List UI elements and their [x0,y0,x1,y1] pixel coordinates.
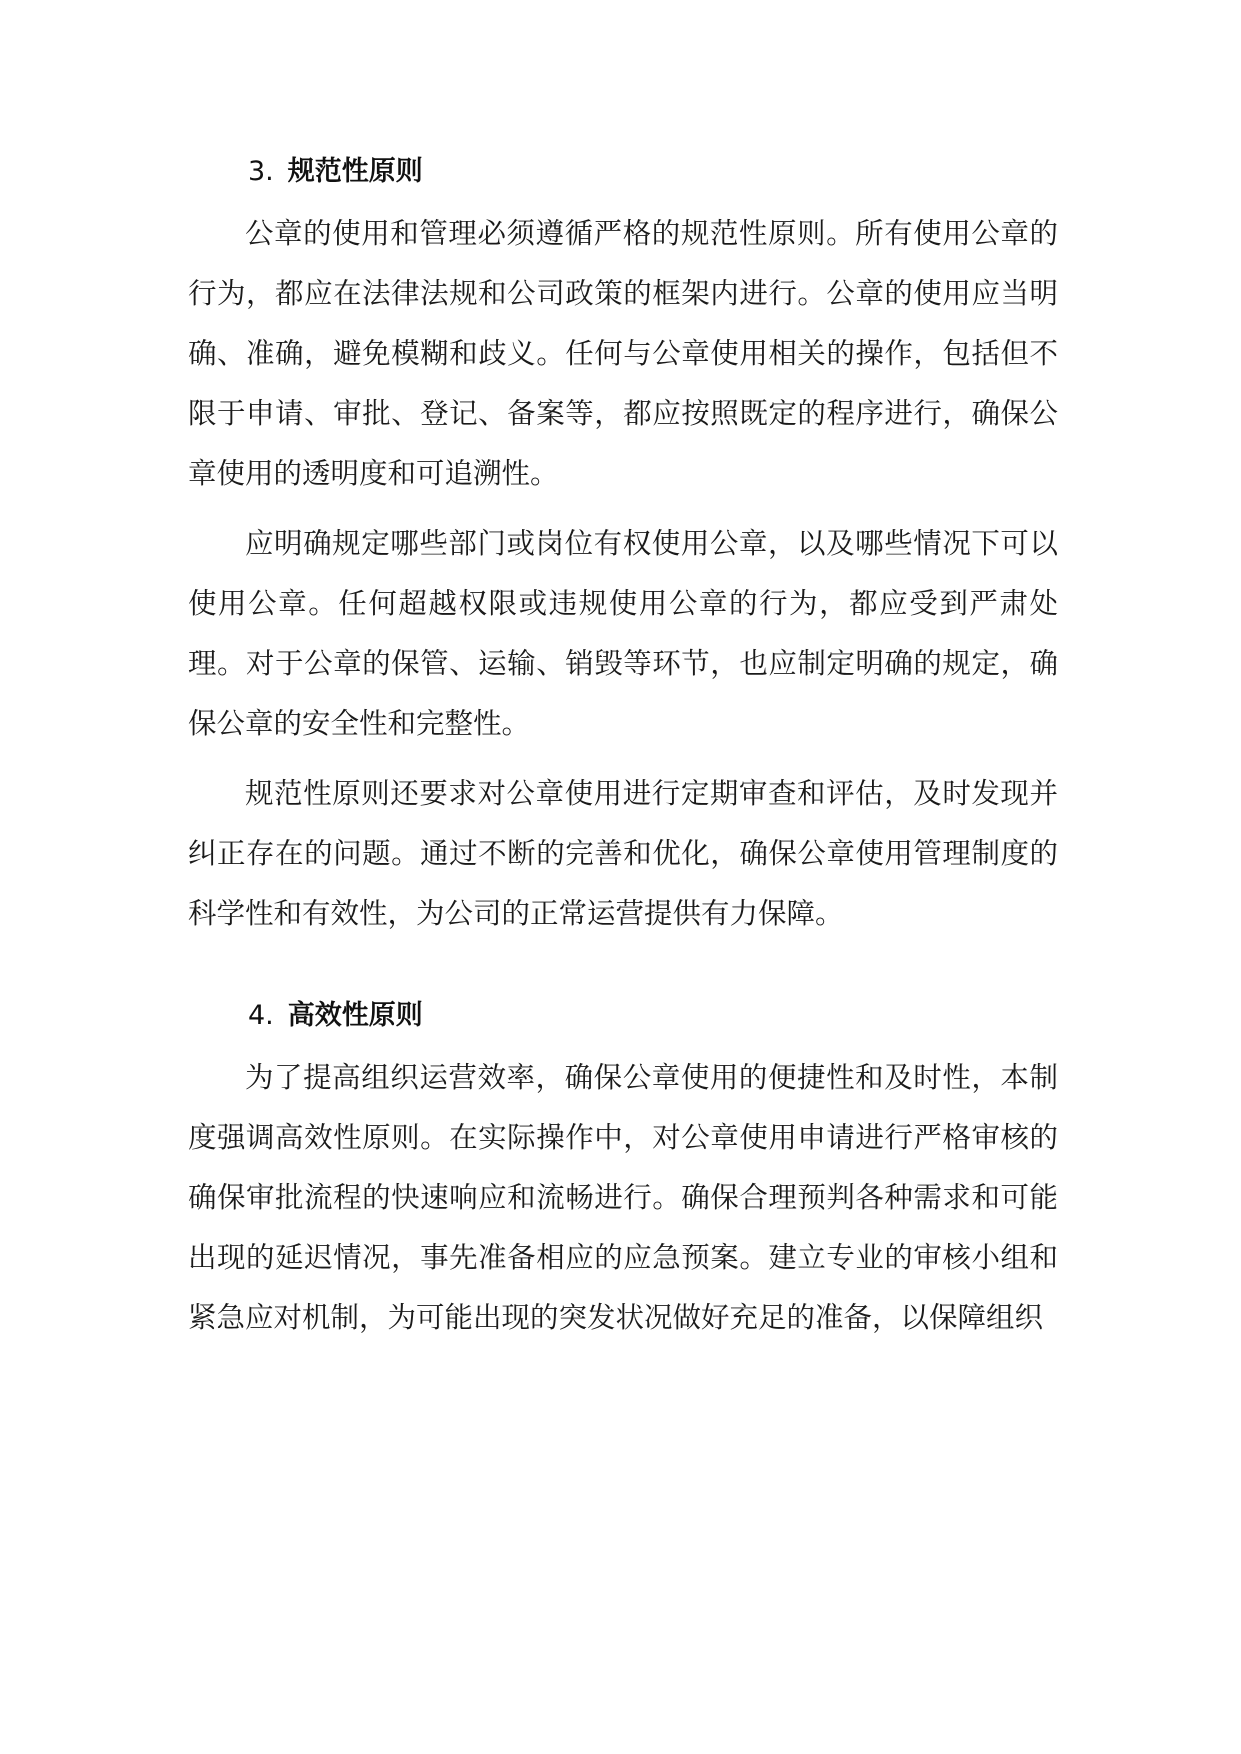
section-number: 3. [248,156,274,187]
document-body [188,140,1058,1358]
section-normative-principle [188,140,1058,944]
paragraph: 为了提高组织运营效率，确保公章使用的便捷性和及时性，本制度强调高效性原则。在实际操作中，对公章使用申请进行严格审核的确保审批流程的快速响应和流畅进行。确保合理预判各种需求和可能出现的延迟情况，事先准备相应的应急预案。建立专业的审核小组和紧急应对机制，为可能出现的突发状况做好充足的准备，以保障组织 [188,1061,1058,1334]
paragraph: 公章的使用和管理必须遵循严格的规范性原则。所有使用公章的行为，都应在法律法规和公司政策的框架内进行。公章的使用应当明确、准确，避免模糊和歧义。任何与公章使用相关的操作，包括但不限于申请、审批、登记、备案等，都应按照既定的程序进行，确保公章使用的透明度和可追溯性。 [188,217,1058,490]
section-number: 4. [248,1000,274,1031]
section-heading [188,140,1058,204]
section-heading [188,984,1058,1048]
paragraph: 应明确规定哪些部门或岗位有权使用公章，以及哪些情况下可以使用公章。任何超越权限或违规使用公章的行为，都应受到严肃处理。对于公章的保管、运输、销毁等环节，也应制定明确的规定，确保公章的安全性和完整性。 [188,527,1058,740]
section-title: 规范性原则 [287,156,423,187]
section-title: 高效性原则 [287,1000,423,1031]
paragraph: 规范性原则还要求对公章使用进行定期审查和评估，及时发现并纠正存在的问题。通过不断的完善和优化，确保公章使用管理制度的科学性和有效性，为公司的正常运营提供有力保障。 [188,777,1058,930]
section-efficiency-principle [188,984,1058,1348]
